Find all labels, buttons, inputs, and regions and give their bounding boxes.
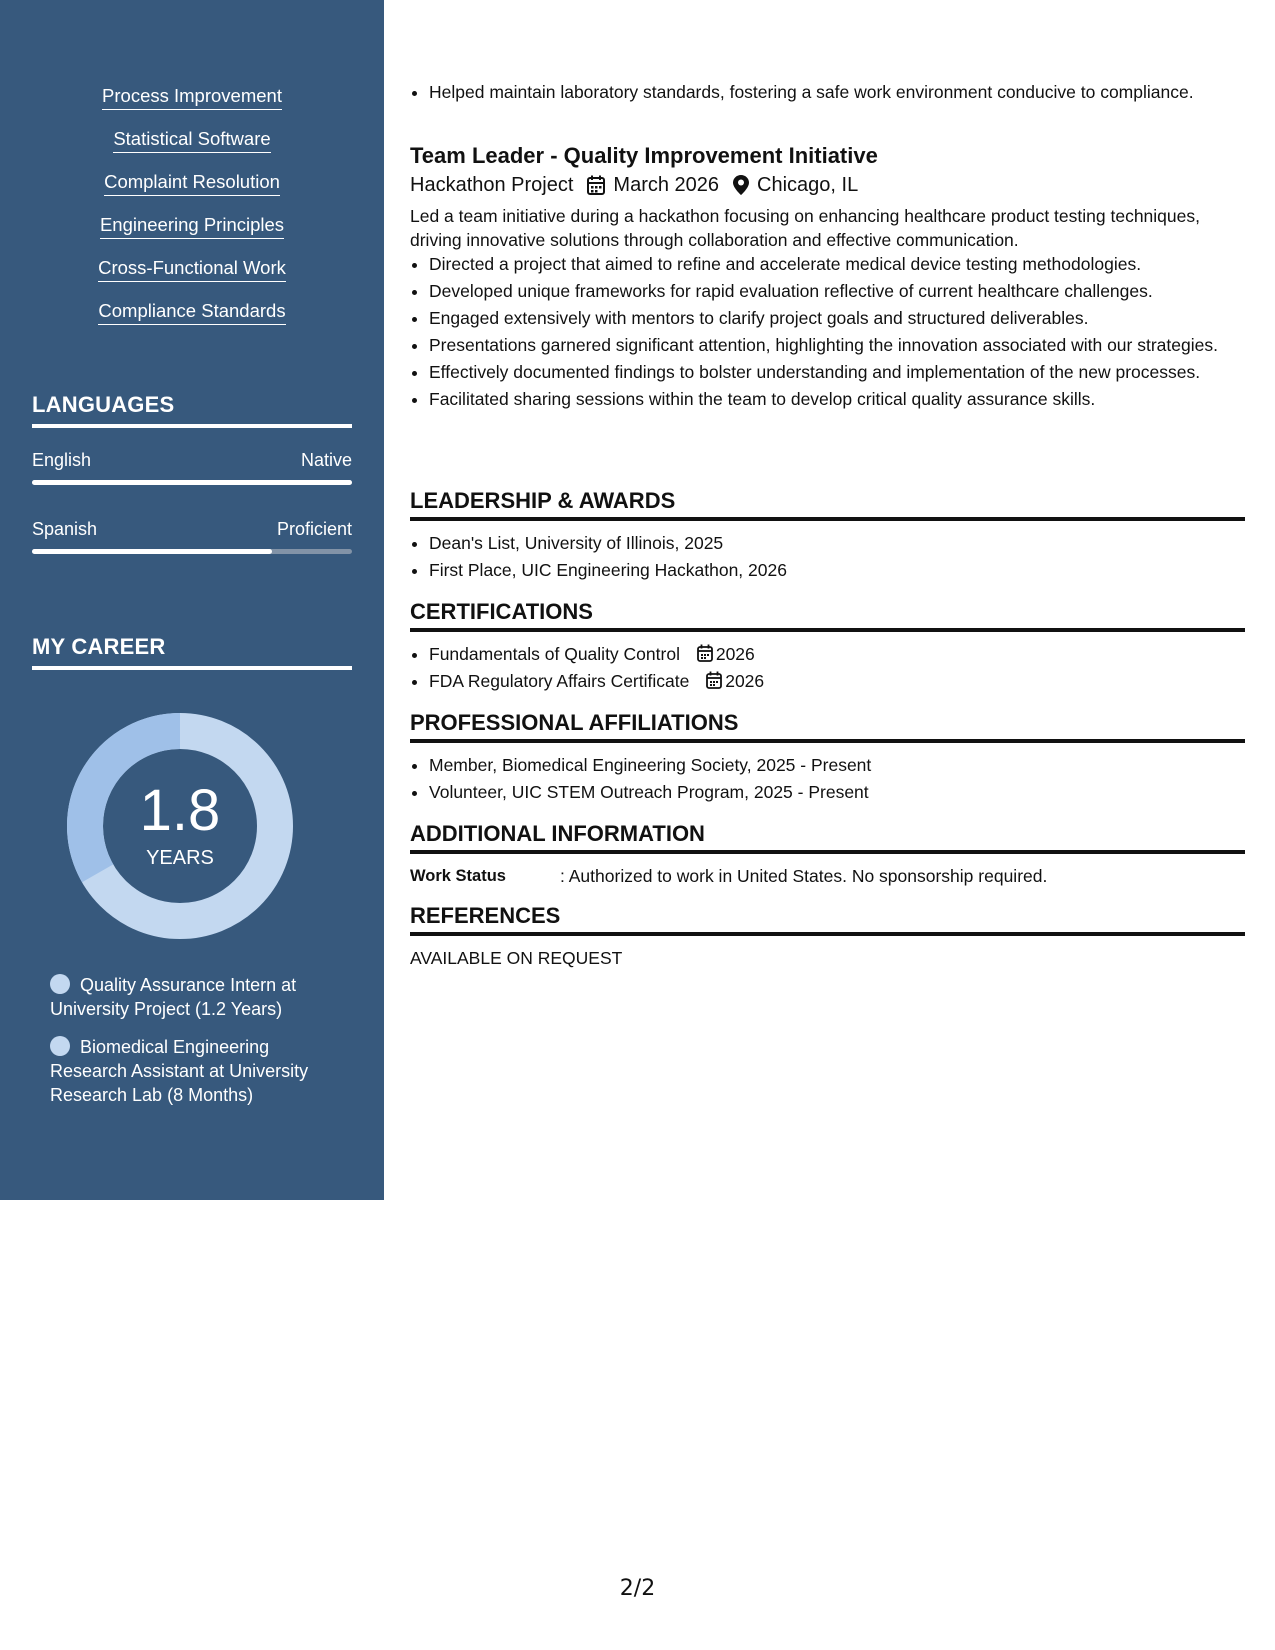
bullet-item: • Helped maintain laboratory standards, fostering a safe work environment conducive to compliance. <box>429 80 1245 104</box>
job-summary: Led a team initiative during a hackathon focusing on enhancing healthcare product testing techniques, driving innovative solutions through collaboration and effective communication. <box>410 206 1200 250</box>
job-date: March 2026 <box>613 174 720 196</box>
languages-heading: LANGUAGES <box>32 392 352 428</box>
calendar-icon <box>587 175 605 195</box>
page-number: 2/2 <box>619 1576 656 1601</box>
certifications-section <box>410 599 1245 696</box>
career-heading: MY CAREER <box>32 634 352 670</box>
affiliation-item: • Volunteer, UIC STEM Outreach Program, 2025 - Present <box>429 780 1245 804</box>
award-item: • Dean's List, University of Illinois, 2025 <box>429 531 1245 555</box>
certification-name: Fundamentals of Quality Control <box>429 644 680 664</box>
bullet-item: • Directed a project that aimed to refine and accelerate medical device testing methodologies. <box>429 252 1245 276</box>
career-legend-item <box>50 973 340 1021</box>
certification-item <box>429 642 1245 666</box>
section-heading: PROFESSIONAL AFFILIATIONS <box>410 710 1245 743</box>
references-text: AVAILABLE ON REQUEST <box>410 948 623 968</box>
section-heading: ADDITIONAL INFORMATION <box>410 821 1245 854</box>
bullet-item: • Engaged extensively with mentors to clarify project goals and structured deliverables. <box>429 306 1245 330</box>
job-bullets <box>410 252 1245 411</box>
skill-tag: Complaint Resolution <box>104 170 280 196</box>
job-title: Team Leader - Quality Improvement Initiative <box>410 143 878 168</box>
job-meta <box>410 172 1245 198</box>
calendar-icon <box>697 644 713 662</box>
language-bar-fill <box>32 480 352 485</box>
job-entry <box>410 142 1245 414</box>
affiliations-section <box>410 710 1245 807</box>
language-name: English <box>32 450 92 470</box>
work-status-value: : Authorized to work in United States. No sponsorship required. <box>560 866 1048 886</box>
sidebar <box>0 0 384 1200</box>
career-item-text: Biomedical Engineering Research Assistant at University Research Lab (8 Months) <box>50 1037 309 1105</box>
skill-tag: Statistical Software <box>113 127 270 153</box>
career-legend-item <box>50 1035 340 1107</box>
skill-tag: Engineering Principles <box>100 213 284 239</box>
certification-item <box>429 669 1245 693</box>
job-location: Chicago, IL <box>757 174 859 196</box>
certification-year: 2026 <box>725 671 765 691</box>
work-status-label: Work Status <box>410 867 506 885</box>
language-bar <box>32 549 352 554</box>
leadership-section <box>410 488 1245 585</box>
skill-tag: Compliance Standards <box>98 299 285 325</box>
career-unit: YEARS <box>146 847 214 869</box>
language-level: Native <box>300 450 352 470</box>
skills-list <box>0 84 384 342</box>
language-spanish <box>32 517 352 554</box>
bullet-item: • Presentations garnered significant attention, highlighting the innovation associated with our strategies. <box>429 333 1245 357</box>
additional-info-section <box>410 821 1245 888</box>
affiliation-item: • Member, Biomedical Engineering Society, 2025 - Present <box>429 753 1245 777</box>
calendar-icon <box>706 671 722 689</box>
skill-tag: Process Improvement <box>102 84 282 110</box>
language-level: Proficient <box>276 519 352 539</box>
location-pin-icon <box>733 175 749 195</box>
skill-tag: Cross-Functional Work <box>98 256 286 282</box>
career-donut-chart <box>66 712 294 940</box>
award-item: • First Place, UIC Engineering Hackathon, 2026 <box>429 558 1245 582</box>
legend-dot-icon <box>50 1036 70 1056</box>
bullet-item: • Facilitated sharing sessions within the team to develop critical quality assurance skills. <box>429 387 1245 411</box>
section-heading: REFERENCES <box>410 903 1245 936</box>
certification-name: FDA Regulatory Affairs Certificate <box>429 671 690 691</box>
previous-job-bullets <box>410 80 1245 107</box>
bullet-item: • Effectively documented findings to bolster understanding and implementation of the new processes. <box>429 360 1245 384</box>
language-bar-fill <box>32 549 272 554</box>
legend-dot-icon <box>50 974 70 994</box>
job-org: Hackathon Project <box>410 174 574 196</box>
references-section <box>410 903 1245 970</box>
language-name: Spanish <box>32 519 98 539</box>
certification-year: 2026 <box>715 644 755 664</box>
career-total: 1.8 <box>139 778 221 843</box>
career-item-text: Quality Assurance Intern at University Project (1.2 Years) <box>50 975 297 1019</box>
section-heading: CERTIFICATIONS <box>410 599 1245 632</box>
language-bar <box>32 480 352 485</box>
section-heading: LEADERSHIP & AWARDS <box>410 488 1245 521</box>
bullet-item: • Developed unique frameworks for rapid evaluation reflective of current healthcare challenges. <box>429 279 1245 303</box>
work-status-row <box>410 864 1245 888</box>
language-english <box>32 448 352 485</box>
